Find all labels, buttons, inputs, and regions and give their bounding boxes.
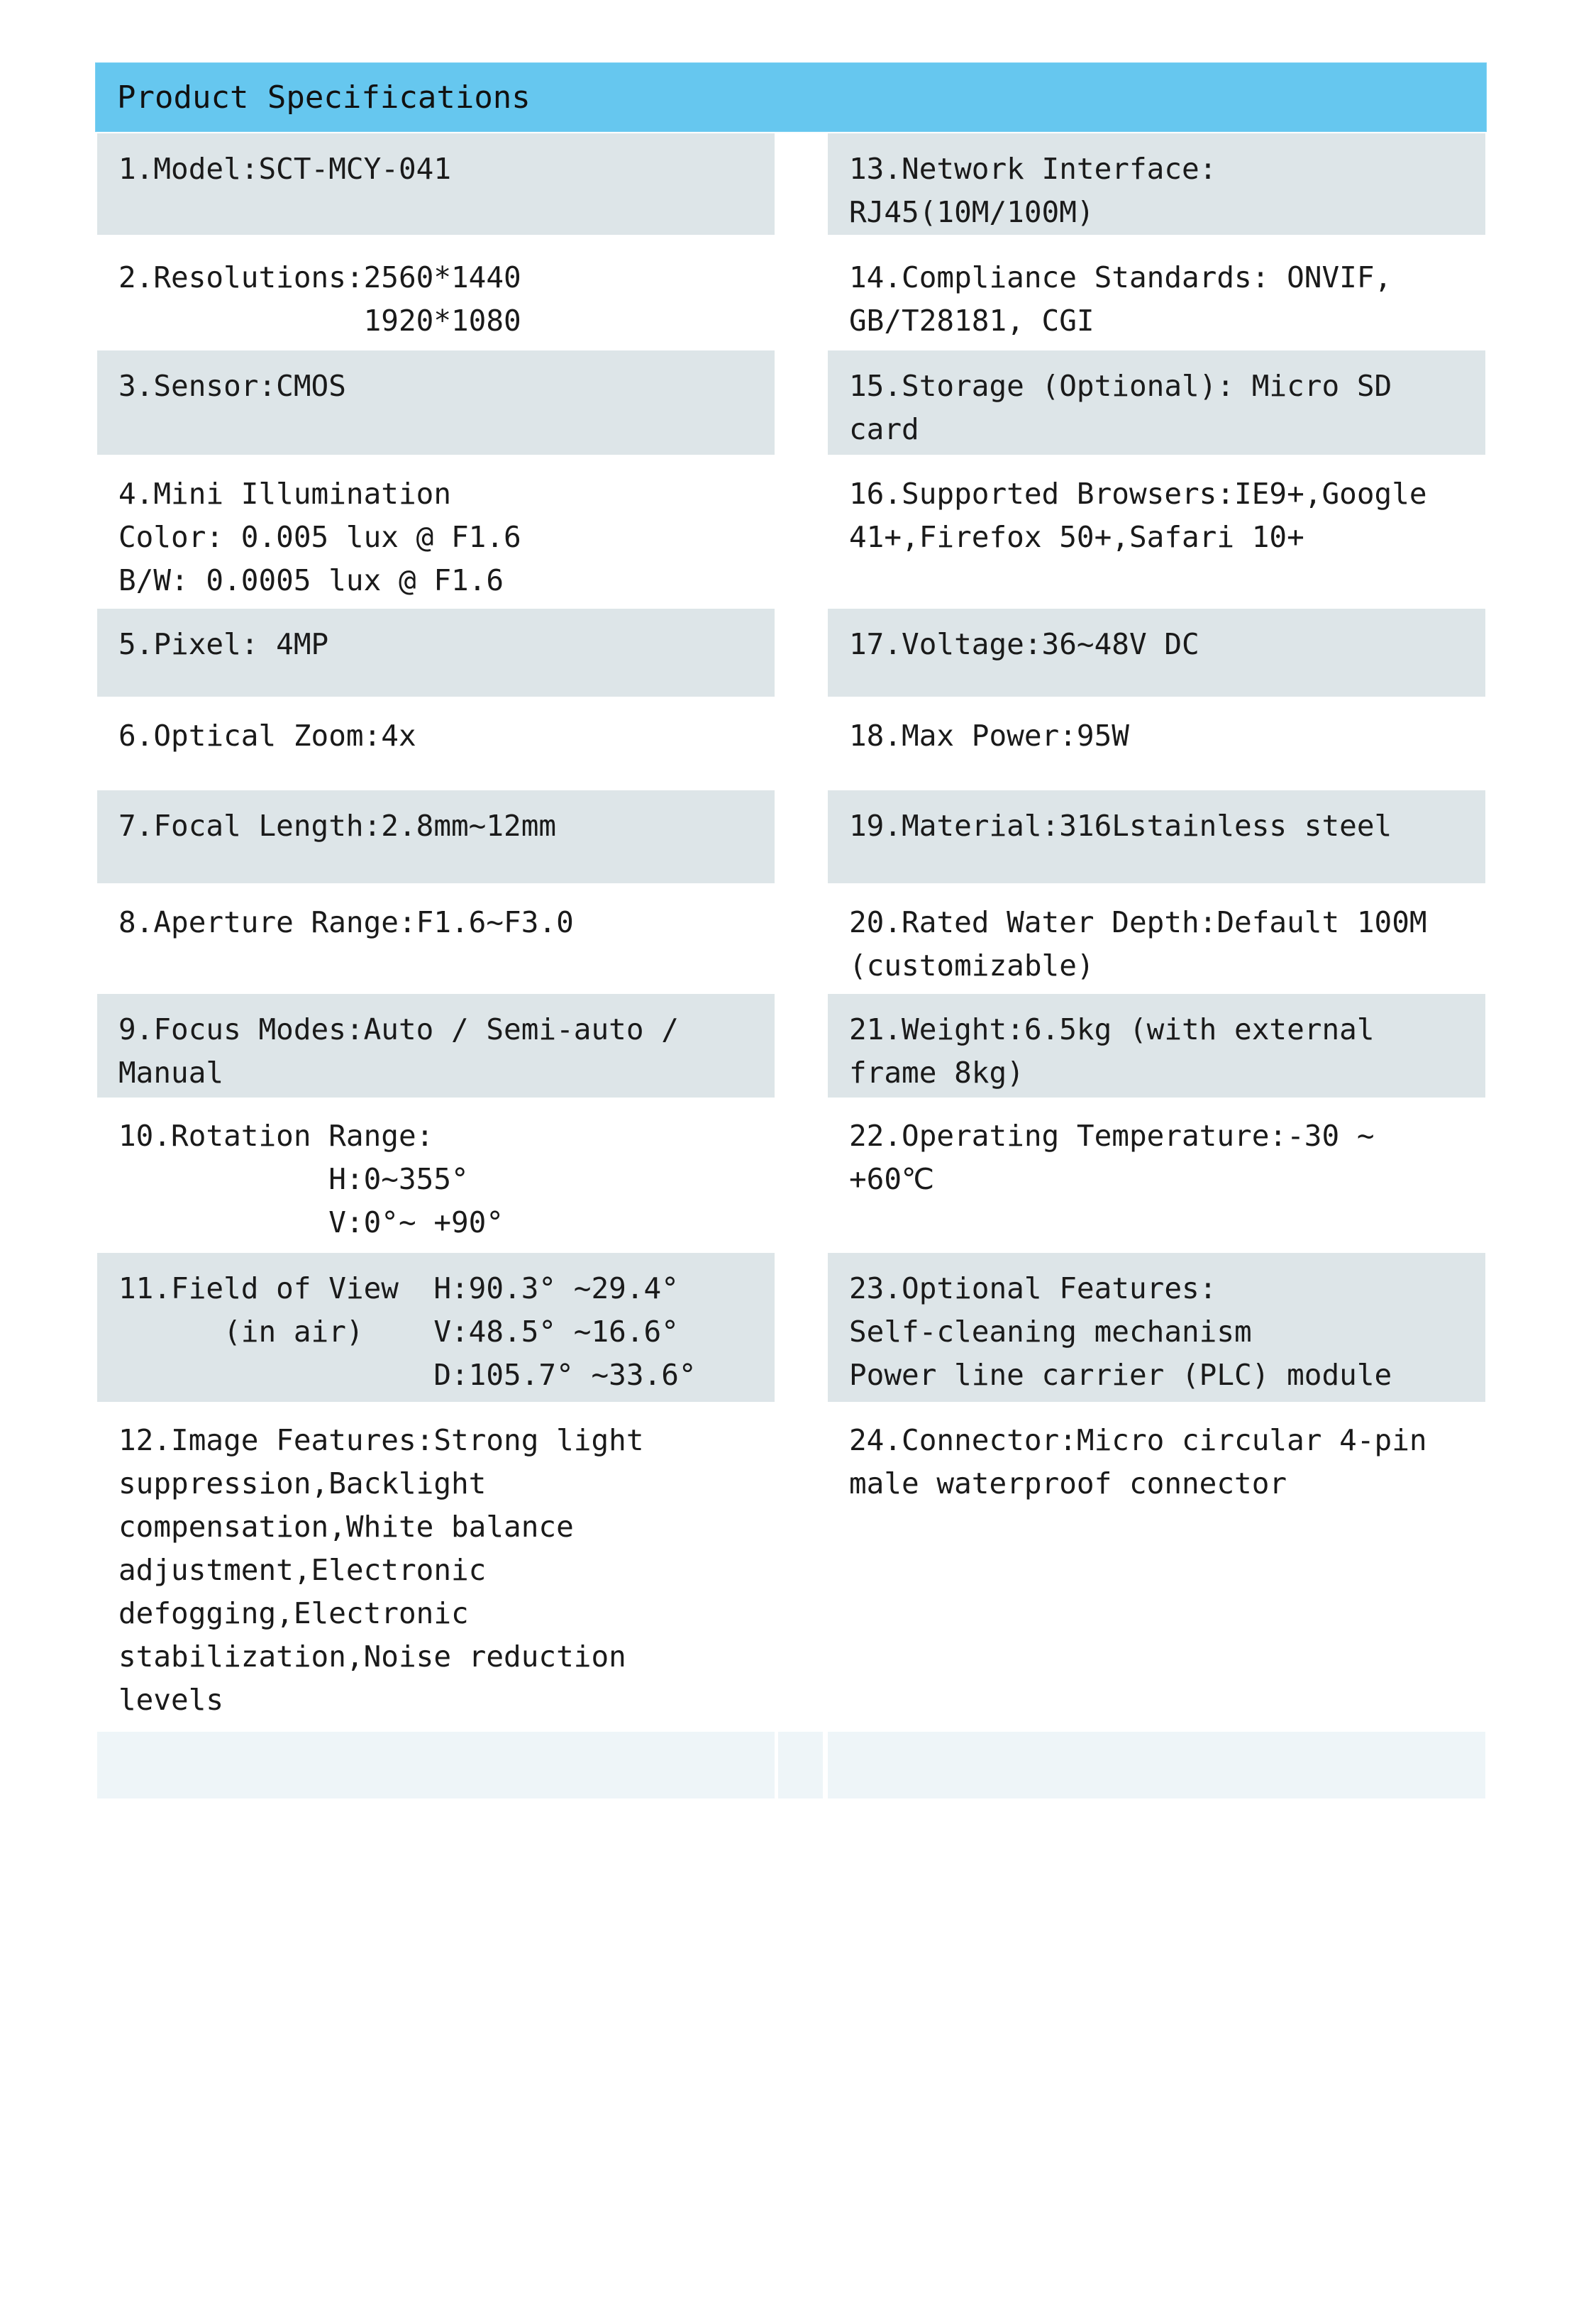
spec-voltage: 17.Voltage:36~48V DC (828, 609, 1485, 697)
spec-rated-water-depth: 20.Rated Water Depth:Default 100M (customizable) (849, 905, 1427, 983)
spec-mini-illumination: 4.Mini Illumination Color: 0.005 lux @ F1.6 B/W: 0.0005 lux @ F1.6 (118, 477, 521, 597)
spec-focus-modes: 9.Focus Modes:Auto / Semi-auto / Manual (97, 994, 775, 1098)
spec-network-interface: 13.Network Interface: RJ45(10M/100M) (828, 133, 1485, 235)
spec-aperture-range: 8.Aperture Range:F1.6~F3.0 (118, 905, 574, 939)
spec-supported-browsers: 16.Supported Browsers:IE9+,Google 41+,Firefox 50+,Safari 10+ (849, 477, 1427, 554)
spec-storage: 15.Storage (Optional): Micro SD card (828, 350, 1485, 455)
spec-resolutions: 2.Resolutions:2560*1440 1920*1080 (118, 260, 521, 338)
spec-max-power: 18.Max Power:95W (849, 719, 1129, 753)
spec-optional-features: 23.Optional Features: Self-cleaning mechanism Power line carrier (PLC) module (828, 1253, 1485, 1402)
spec-image-features: 12.Image Features:Strong light suppression,Backlight compensation,White balance adjustment,Electronic defogging,Electronic stabilization,Noise reduction levels (118, 1423, 644, 1717)
section-header (95, 62, 1487, 132)
empty-footer-cell-middle (778, 1732, 823, 1798)
spec-weight: 21.Weight:6.5kg (with external frame 8kg) (828, 994, 1485, 1098)
section-title: Product Specifications (117, 79, 531, 116)
spec-field-of-view: 11.Field of View H:90.3° ~29.4° (in air) V:48.5° ~16.6° D:105.7° ~33.6° (97, 1253, 775, 1402)
spec-operating-temperature: 22.Operating Temperature:-30 ~ +60℃ (849, 1119, 1375, 1196)
spec-focal-length: 7.Focal Length:2.8mm~12mm (97, 790, 775, 883)
spec-material: 19.Material:316Lstainless steel (828, 790, 1485, 883)
empty-footer-cell-right (828, 1732, 1485, 1798)
spec-connector: 24.Connector:Micro circular 4-pin male waterproof connector (849, 1423, 1427, 1500)
spec-sensor: 3.Sensor:CMOS (97, 350, 775, 455)
empty-footer-cell-left (97, 1732, 775, 1798)
spec-compliance-standards: 14.Compliance Standards: ONVIF, GB/T28181, CGI (849, 260, 1392, 338)
spec-rotation-range: 10.Rotation Range: H:0~355° V:0°~ +90° (118, 1119, 504, 1239)
spec-optical-zoom: 6.Optical Zoom:4x (118, 719, 416, 753)
spec-pixel: 5.Pixel: 4MP (97, 609, 775, 697)
spec-model: 1.Model:SCT-MCY-041 (97, 133, 775, 235)
